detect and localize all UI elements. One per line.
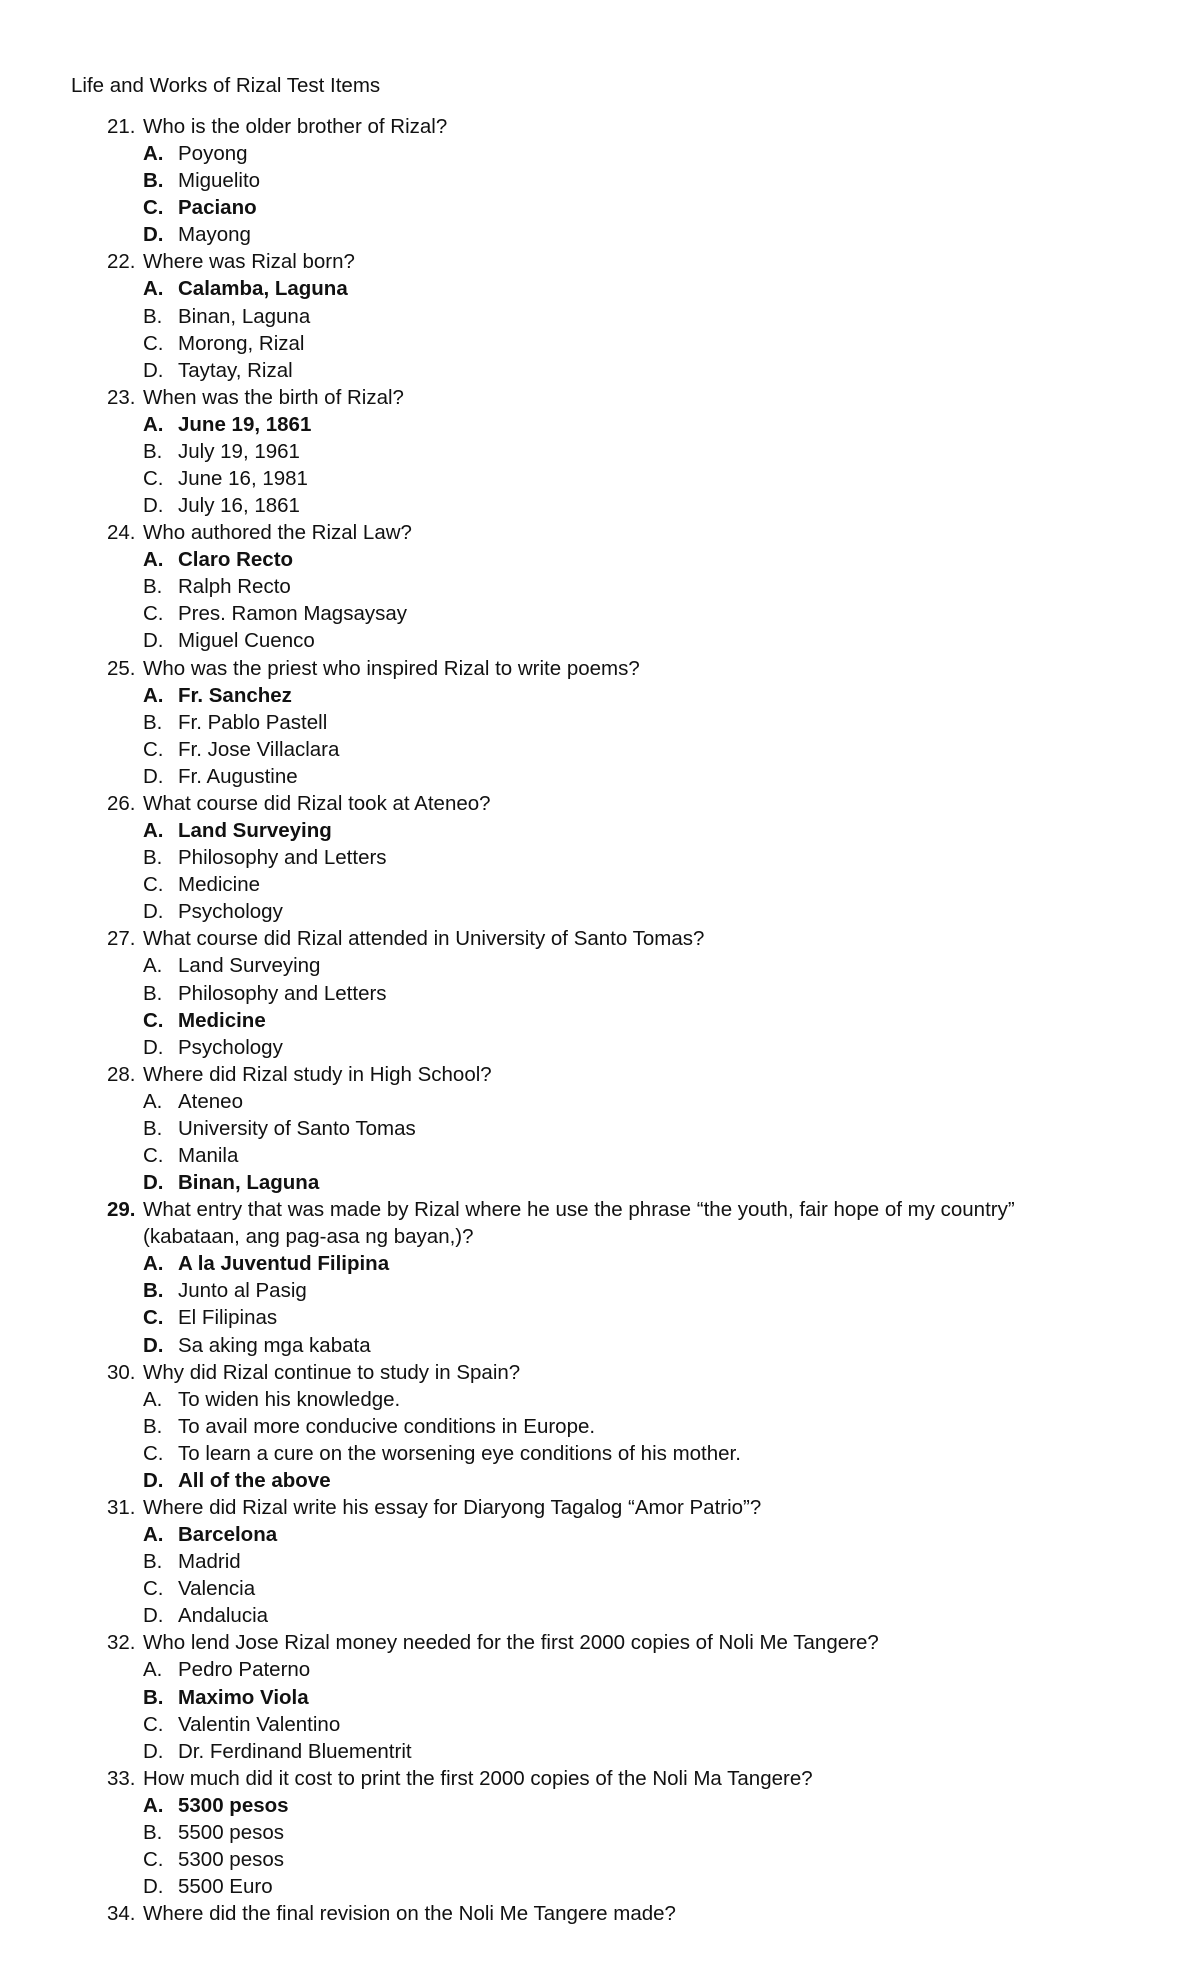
option-text: Ralph Recto bbox=[178, 575, 291, 599]
answer-option bbox=[0, 330, 1200, 357]
answer-option bbox=[0, 1873, 1200, 1900]
option-text: To learn a cure on the worsening eye conditions of his mother. bbox=[178, 1441, 741, 1465]
option-text: Psychology bbox=[178, 1035, 283, 1059]
question-text: (kabataan, ang pag-asa ng bayan,)? bbox=[143, 1225, 474, 1249]
option-letter: B. bbox=[143, 1685, 164, 1709]
option-letter: C. bbox=[143, 467, 164, 491]
answer-option bbox=[0, 303, 1200, 330]
option-text: Morong, Rizal bbox=[178, 331, 305, 355]
option-letter: A. bbox=[143, 1793, 164, 1817]
answer-option bbox=[0, 167, 1200, 194]
question-text: What entry that was made by Rizal where he use the phrase “the youth, fair hope of my country” bbox=[143, 1198, 1015, 1222]
question-item bbox=[0, 1494, 1200, 1521]
answer-option bbox=[0, 1602, 1200, 1629]
answer-option bbox=[0, 1467, 1200, 1494]
question-number: 22. bbox=[107, 250, 136, 274]
option-text: Miguelito bbox=[178, 169, 261, 193]
option-letter: C. bbox=[143, 1712, 164, 1736]
answer-option bbox=[0, 1169, 1200, 1196]
answer-option bbox=[0, 573, 1200, 600]
option-letter: C. bbox=[143, 331, 164, 355]
correct-answer-text: Maximo Viola bbox=[178, 1685, 309, 1709]
answer-option bbox=[0, 1115, 1200, 1142]
answer-option bbox=[0, 492, 1200, 519]
option-text: Sa aking mga kabata bbox=[178, 1333, 371, 1357]
option-letter: C. bbox=[143, 1306, 164, 1330]
answer-option bbox=[0, 1277, 1200, 1304]
option-letter: B. bbox=[143, 1550, 163, 1574]
answer-option bbox=[0, 546, 1200, 573]
answer-option bbox=[0, 1440, 1200, 1467]
question-item bbox=[0, 655, 1200, 682]
option-letter: D. bbox=[143, 494, 164, 518]
correct-answer-text: Calamba, Laguna bbox=[178, 277, 348, 301]
answer-option bbox=[0, 1684, 1200, 1711]
correct-answer-text: Medicine bbox=[178, 1008, 266, 1032]
option-text: Binan, Laguna bbox=[178, 304, 311, 328]
answer-option bbox=[0, 465, 1200, 492]
option-text: Fr. Jose Villaclara bbox=[178, 737, 340, 761]
answer-option bbox=[0, 600, 1200, 627]
option-text: Mayong bbox=[178, 223, 251, 247]
option-letter: D. bbox=[143, 223, 164, 247]
option-letter: B. bbox=[143, 846, 163, 870]
option-letter: A. bbox=[143, 1387, 163, 1411]
question-number: 31. bbox=[107, 1495, 136, 1519]
correct-answer-text: Binan, Laguna bbox=[178, 1171, 320, 1195]
question-number: 24. bbox=[107, 521, 136, 545]
option-letter: C. bbox=[143, 737, 164, 761]
answer-option bbox=[0, 411, 1200, 438]
correct-answer-text: 5300 pesos bbox=[178, 1793, 289, 1817]
answer-option bbox=[0, 275, 1200, 302]
answer-option bbox=[0, 817, 1200, 844]
question-item bbox=[0, 1765, 1200, 1792]
option-text: Pres. Ramon Magsaysay bbox=[178, 602, 408, 626]
option-letter: D. bbox=[143, 900, 164, 924]
option-text: To avail more conducive conditions in Europe. bbox=[178, 1414, 596, 1438]
question-text: Who authored the Rizal Law? bbox=[143, 521, 412, 545]
option-letter: B. bbox=[143, 1116, 163, 1140]
answer-option bbox=[0, 980, 1200, 1007]
answer-option bbox=[0, 627, 1200, 654]
question-item bbox=[0, 1629, 1200, 1656]
question-text: Where did the final revision on the Noli Me Tangere made? bbox=[143, 1902, 676, 1926]
question-item bbox=[0, 790, 1200, 817]
correct-answer-text: June 19, 1861 bbox=[178, 412, 312, 436]
option-text: June 16, 1981 bbox=[178, 467, 308, 491]
option-text: Manila bbox=[178, 1143, 239, 1167]
option-text: Valentin Valentino bbox=[178, 1712, 341, 1736]
option-letter: A. bbox=[143, 954, 163, 978]
option-text: El Filipinas bbox=[178, 1306, 278, 1330]
question-number: 26. bbox=[107, 791, 136, 815]
option-text: Dr. Ferdinand Bluementrit bbox=[178, 1739, 412, 1763]
answer-option bbox=[0, 844, 1200, 871]
option-text: Fr. Augustine bbox=[178, 764, 298, 788]
option-text: 5500 pesos bbox=[178, 1820, 285, 1844]
question-number: 27. bbox=[107, 927, 136, 951]
option-text: Andalucia bbox=[178, 1604, 269, 1628]
answer-option bbox=[0, 1792, 1200, 1819]
option-letter: A. bbox=[143, 1089, 163, 1113]
answer-option bbox=[0, 898, 1200, 925]
question-item bbox=[0, 519, 1200, 546]
answer-option bbox=[0, 763, 1200, 790]
answer-option bbox=[0, 1250, 1200, 1277]
answer-option bbox=[0, 682, 1200, 709]
option-text: Miguel Cuenco bbox=[178, 629, 315, 653]
option-letter: D. bbox=[143, 629, 164, 653]
option-letter: A. bbox=[143, 819, 164, 843]
document-title: Life and Works of Rizal Test Items bbox=[71, 74, 381, 97]
question-item bbox=[0, 113, 1200, 140]
answer-option bbox=[0, 1548, 1200, 1575]
option-letter: B. bbox=[143, 1279, 164, 1303]
answer-option bbox=[0, 1332, 1200, 1359]
answer-option bbox=[0, 1034, 1200, 1061]
question-item bbox=[0, 1196, 1200, 1223]
option-text: Pedro Paterno bbox=[178, 1658, 311, 1682]
option-letter: C. bbox=[143, 1441, 164, 1465]
option-text: Fr. Pablo Pastell bbox=[178, 710, 328, 734]
answer-option bbox=[0, 1088, 1200, 1115]
answer-option bbox=[0, 952, 1200, 979]
option-text: Madrid bbox=[178, 1550, 241, 1574]
answer-option bbox=[0, 736, 1200, 763]
question-text: Who is the older brother of Rizal? bbox=[143, 115, 448, 138]
option-letter: A. bbox=[143, 683, 164, 707]
correct-answer-text: A la Juventud Filipina bbox=[178, 1252, 390, 1276]
answer-option bbox=[0, 1819, 1200, 1846]
question-number: 29. bbox=[107, 1198, 136, 1222]
answer-option bbox=[0, 1142, 1200, 1169]
option-letter: B. bbox=[143, 304, 163, 328]
option-letter: A. bbox=[143, 142, 164, 166]
option-letter: A. bbox=[143, 1523, 164, 1547]
option-letter: D. bbox=[143, 1171, 164, 1195]
option-text: Land Surveying bbox=[178, 954, 321, 978]
question-text: What course did Rizal attended in University of Santo Tomas? bbox=[143, 927, 705, 951]
option-letter: C. bbox=[143, 1008, 164, 1032]
option-text: Psychology bbox=[178, 900, 283, 924]
question-text: How much did it cost to print the first 2000 copies of the Noli Ma Tangere? bbox=[143, 1766, 813, 1790]
option-text: Philosophy and Letters bbox=[178, 981, 387, 1005]
option-letter: A. bbox=[143, 548, 164, 572]
question-text: Why did Rizal continue to study in Spain? bbox=[143, 1360, 521, 1384]
answer-option bbox=[0, 1738, 1200, 1765]
answer-option bbox=[0, 438, 1200, 465]
question-number: 30. bbox=[107, 1360, 136, 1384]
option-text: 5500 Euro bbox=[178, 1875, 273, 1899]
option-letter: B. bbox=[143, 710, 163, 734]
option-text: Philosophy and Letters bbox=[178, 846, 387, 870]
question-number: 25. bbox=[107, 656, 136, 680]
answer-option bbox=[0, 221, 1200, 248]
correct-answer-text: Barcelona bbox=[178, 1523, 278, 1547]
answer-option bbox=[0, 1304, 1200, 1331]
answer-option bbox=[0, 140, 1200, 167]
option-text: To widen his knowledge. bbox=[178, 1387, 401, 1411]
question-text: When was the birth of Rizal? bbox=[143, 385, 404, 409]
option-text: 5300 pesos bbox=[178, 1848, 285, 1871]
option-letter: D. bbox=[143, 1604, 164, 1628]
option-letter: D. bbox=[143, 358, 164, 382]
answer-option bbox=[0, 1575, 1200, 1602]
question-text-continuation bbox=[0, 1223, 1200, 1250]
question-text: Where did Rizal write his essay for Diaryong Tagalog “Amor Patrio”? bbox=[143, 1495, 762, 1519]
question-text: What course did Rizal took at Ateneo? bbox=[143, 791, 491, 815]
question-item bbox=[0, 1061, 1200, 1088]
option-letter: D. bbox=[143, 1739, 164, 1763]
answer-option bbox=[0, 1656, 1200, 1683]
option-letter: D. bbox=[143, 1875, 164, 1899]
correct-answer-text: Paciano bbox=[178, 196, 257, 220]
correct-answer-text: Fr. Sanchez bbox=[178, 683, 292, 707]
answer-option bbox=[0, 709, 1200, 736]
option-letter: A. bbox=[143, 1252, 164, 1276]
option-letter: C. bbox=[143, 1143, 164, 1167]
question-number: 23. bbox=[107, 385, 136, 409]
answer-option bbox=[0, 357, 1200, 384]
option-letter: C. bbox=[143, 1848, 164, 1871]
option-letter: C. bbox=[143, 196, 164, 220]
option-letter: B. bbox=[143, 1414, 163, 1438]
option-text: Valencia bbox=[178, 1577, 256, 1601]
question-text: Where was Rizal born? bbox=[143, 250, 355, 274]
question-item bbox=[0, 1900, 1200, 1927]
option-text: Medicine bbox=[178, 873, 261, 897]
answer-option bbox=[0, 1711, 1200, 1738]
answer-option bbox=[0, 1007, 1200, 1034]
question-item bbox=[0, 925, 1200, 952]
question-number: 33. bbox=[107, 1766, 136, 1790]
option-letter: B. bbox=[143, 575, 163, 599]
option-letter: C. bbox=[143, 873, 164, 897]
answer-option bbox=[0, 1521, 1200, 1548]
answer-option bbox=[0, 871, 1200, 898]
option-letter: B. bbox=[143, 981, 163, 1005]
correct-answer-text: All of the above bbox=[178, 1468, 331, 1492]
answer-option bbox=[0, 194, 1200, 221]
option-letter: A. bbox=[143, 1658, 163, 1682]
question-number: 21. bbox=[107, 115, 136, 138]
question-text: Where did Rizal study in High School? bbox=[143, 1062, 492, 1086]
option-letter: C. bbox=[143, 1577, 164, 1601]
option-text: Ateneo bbox=[178, 1089, 243, 1113]
option-text: University of Santo Tomas bbox=[178, 1116, 416, 1140]
question-item bbox=[0, 248, 1200, 275]
question-number: 32. bbox=[107, 1631, 136, 1655]
answer-option bbox=[0, 1846, 1200, 1873]
option-letter: D. bbox=[143, 1468, 164, 1492]
question-item bbox=[0, 1359, 1200, 1386]
option-letter: B. bbox=[143, 169, 164, 193]
option-letter: A. bbox=[143, 412, 164, 436]
question-item bbox=[0, 384, 1200, 411]
question-text: Who lend Jose Rizal money needed for the first 2000 copies of Noli Me Tangere? bbox=[143, 1631, 879, 1655]
option-letter: D. bbox=[143, 1035, 164, 1059]
option-letter: B. bbox=[143, 439, 163, 463]
option-text: Poyong bbox=[178, 142, 248, 166]
option-text: Taytay, Rizal bbox=[178, 358, 293, 382]
answer-option bbox=[0, 1386, 1200, 1413]
question-number: 28. bbox=[107, 1062, 136, 1086]
correct-answer-text: Land Surveying bbox=[178, 819, 332, 843]
answer-option bbox=[0, 1413, 1200, 1440]
option-text: Junto al Pasig bbox=[178, 1279, 307, 1303]
option-letter: A. bbox=[143, 277, 164, 301]
question-number: 34. bbox=[107, 1902, 136, 1926]
option-text: July 19, 1961 bbox=[178, 439, 300, 463]
option-text: July 16, 1861 bbox=[178, 494, 300, 518]
option-letter: C. bbox=[143, 602, 164, 626]
option-letter: D. bbox=[143, 764, 164, 788]
option-letter: D. bbox=[143, 1333, 164, 1357]
question-text: Who was the priest who inspired Rizal to write poems? bbox=[143, 656, 640, 680]
option-letter: B. bbox=[143, 1820, 163, 1844]
correct-answer-text: Claro Recto bbox=[178, 548, 294, 572]
question-list bbox=[0, 113, 1200, 1927]
